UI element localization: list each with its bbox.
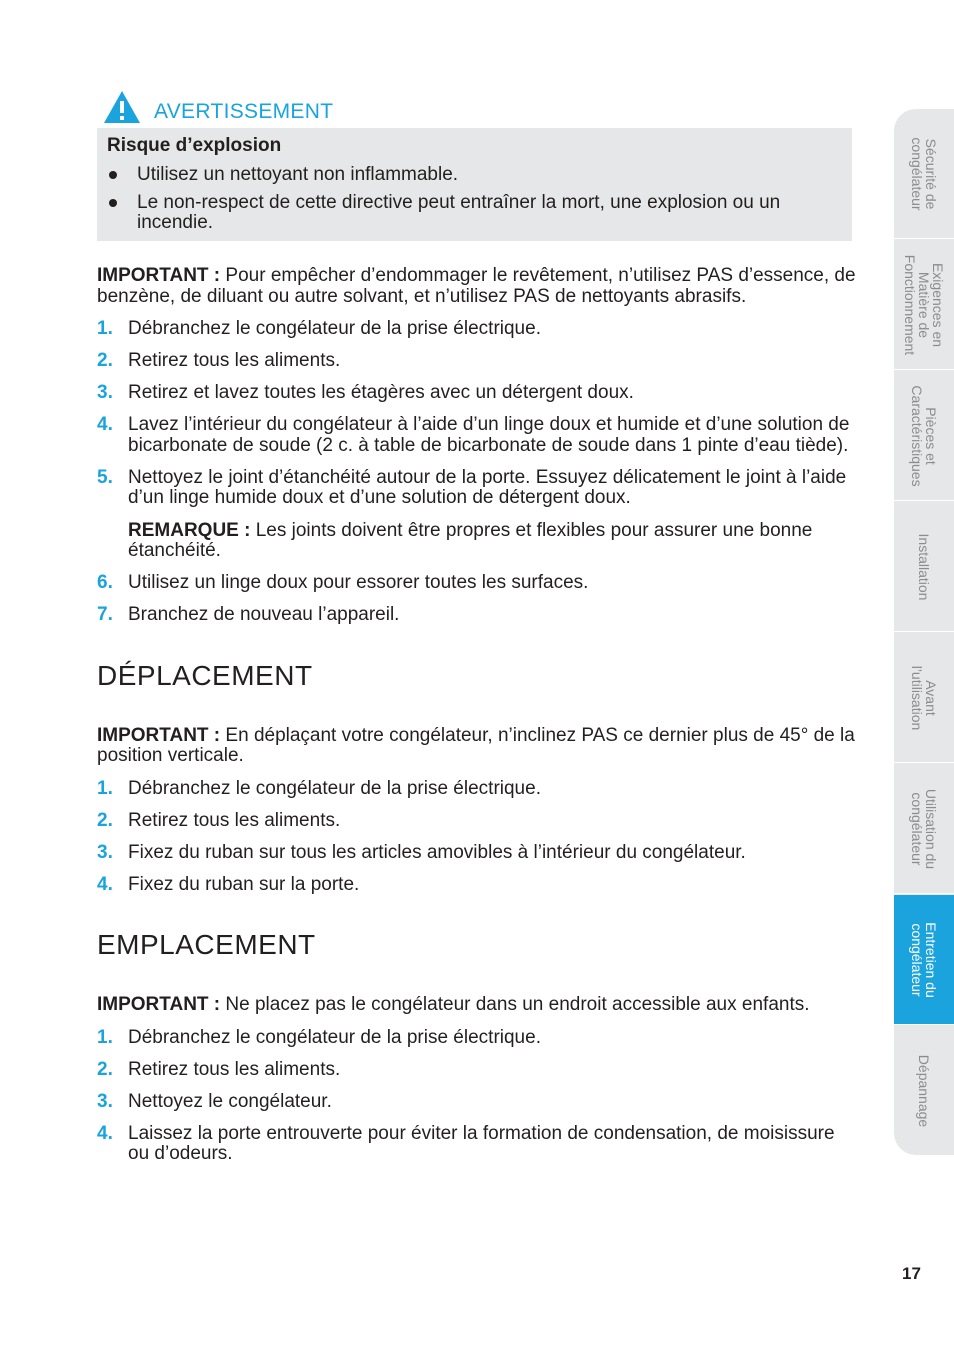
step-number: 1. — [97, 1026, 113, 1048]
step-number: 2. — [97, 809, 113, 831]
step-text: Retirez tous les aliments. — [128, 1058, 341, 1080]
list-item — [97, 843, 857, 864]
step-number: 4. — [97, 1122, 113, 1144]
tab-label: Avant l’utilisation — [909, 665, 939, 730]
step-number: 7. — [97, 604, 113, 625]
tab-utilisation[interactable] — [894, 764, 954, 894]
list-item — [97, 1028, 857, 1049]
tab-label: Utilisation du congélateur — [909, 788, 939, 869]
list-item — [97, 573, 857, 594]
tab-label: Exigences en Matière de Fonctionnement — [902, 254, 946, 355]
step-number: 2. — [97, 350, 113, 371]
step-number: 3. — [97, 382, 113, 403]
page-number: 17 — [902, 1264, 921, 1283]
important-text: Pour empêcher d’endommager le revêtement, n’utilisez PAS d’essence, de benzène, de diluant ou autre solvant, et n’utilisez PAS de nettoyants abrasifs. — [97, 265, 856, 307]
side-tabs — [894, 109, 954, 1155]
location-steps — [97, 1028, 857, 1165]
step-number: 4. — [97, 873, 113, 895]
tab-label: Sécurité de congélateur — [909, 136, 939, 211]
note-label: REMARQUE : — [128, 519, 251, 541]
step-number: 5. — [97, 466, 113, 488]
list-item — [97, 605, 857, 626]
list-item — [97, 1060, 857, 1081]
main-content — [97, 266, 857, 1176]
tab-exigences[interactable] — [894, 240, 954, 370]
step-text: Retirez tous les aliments. — [128, 809, 341, 831]
list-item — [97, 415, 857, 456]
warning-triangle-icon — [103, 90, 141, 124]
important-label: IMPORTANT : — [97, 265, 221, 286]
step-text: Fixez du ruban sur la porte. — [128, 873, 360, 895]
cleaning-important — [97, 266, 857, 307]
list-item — [97, 468, 857, 562]
step-text: Fixez du ruban sur tous les articles amovibles à l’intérieur du congélateur. — [128, 841, 746, 863]
list-item — [97, 779, 857, 800]
important-text: En déplaçant votre congélateur, n’inclinez PAS ce dernier plus de 45° de la position verticale. — [97, 724, 855, 766]
important-label: IMPORTANT : — [97, 994, 221, 1015]
warning-box — [97, 128, 852, 241]
tab-depannage[interactable] — [894, 1026, 954, 1155]
list-item — [97, 1092, 857, 1113]
step-number: 1. — [97, 318, 113, 339]
tab-avant[interactable] — [894, 633, 954, 763]
step-text: Débranchez le congélateur de la prise électrique. — [128, 1026, 541, 1048]
step-text: Débranchez le congélateur de la prise électrique. — [128, 318, 541, 339]
step-text: Utilisez un linge doux pour essorer toutes les surfaces. — [128, 572, 589, 593]
tab-installation[interactable] — [894, 502, 954, 632]
step-text: Retirez et lavez toutes les étagères avec un détergent doux. — [128, 382, 634, 403]
step-number: 3. — [97, 1090, 113, 1112]
tab-pieces[interactable] — [894, 371, 954, 501]
warning-bullet: Le non-respect de cette directive peut entraîner la mort, une explosion ou un incendie. — [107, 193, 842, 233]
step-text: Nettoyez le joint d’étanchéité autour de la porte. Essuyez délicatement le joint à l’aide d’un linge humide doux et d’une solution de détergent doux. — [128, 466, 847, 508]
note — [128, 521, 857, 562]
step-number: 4. — [97, 414, 113, 435]
step-text: Branchez de nouveau l’appareil. — [128, 604, 400, 625]
list-item — [97, 811, 857, 832]
warning-bullet: Utilisez un nettoyant non inflammable. — [107, 165, 842, 185]
important-label: IMPORTANT : — [97, 724, 221, 746]
step-text: Laissez la porte entrouverte pour éviter la formation de condensation, de moisissure ou d’odeurs. — [128, 1122, 835, 1164]
moving-steps — [97, 779, 857, 896]
note-text: Les joints doivent être propres et flexibles pour assurer une bonne étanchéité. — [128, 519, 813, 561]
step-text: Nettoyez le congélateur. — [128, 1090, 332, 1112]
warning-title: AVERTISSEMENT — [154, 100, 334, 123]
important-text: Ne placez pas le congélateur dans un endroit accessible aux enfants. — [220, 994, 810, 1015]
warning-risk: Risque d’explosion — [107, 135, 282, 156]
tab-entretien[interactable] — [894, 895, 954, 1025]
tab-label: Pièces et Caractéristiques — [909, 384, 939, 487]
moving-important — [97, 726, 857, 767]
cleaning-steps — [97, 319, 857, 626]
warning-list — [107, 165, 842, 233]
tab-label: Entretien du congélateur — [909, 921, 939, 998]
tab-securite[interactable] — [894, 109, 954, 239]
step-text: Lavez l’intérieur du congélateur à l’aide d’un linge doux et humide et d’une solution de bicarbonate de soude (2 c. à table de bicarbonate de soude dans 1 pinte d’eau tiède). — [128, 414, 850, 456]
step-number: 6. — [97, 572, 113, 593]
list-item — [97, 875, 857, 896]
step-number: 2. — [97, 1058, 113, 1080]
step-number: 1. — [97, 777, 113, 799]
location-important — [97, 995, 857, 1016]
warning-header — [103, 90, 333, 124]
list-item — [97, 1124, 857, 1165]
section-title-location: EMPLACEMENT — [97, 929, 316, 960]
tab-label: Dépannage — [916, 1054, 932, 1127]
section-title-moving: DÉPLACEMENT — [97, 659, 313, 691]
step-number: 3. — [97, 841, 113, 863]
list-item — [97, 383, 857, 404]
step-text: Débranchez le congélateur de la prise électrique. — [128, 777, 541, 799]
list-item — [97, 319, 857, 340]
list-item — [97, 351, 857, 372]
tab-label: Installation — [916, 533, 932, 600]
step-text: Retirez tous les aliments. — [128, 350, 341, 371]
